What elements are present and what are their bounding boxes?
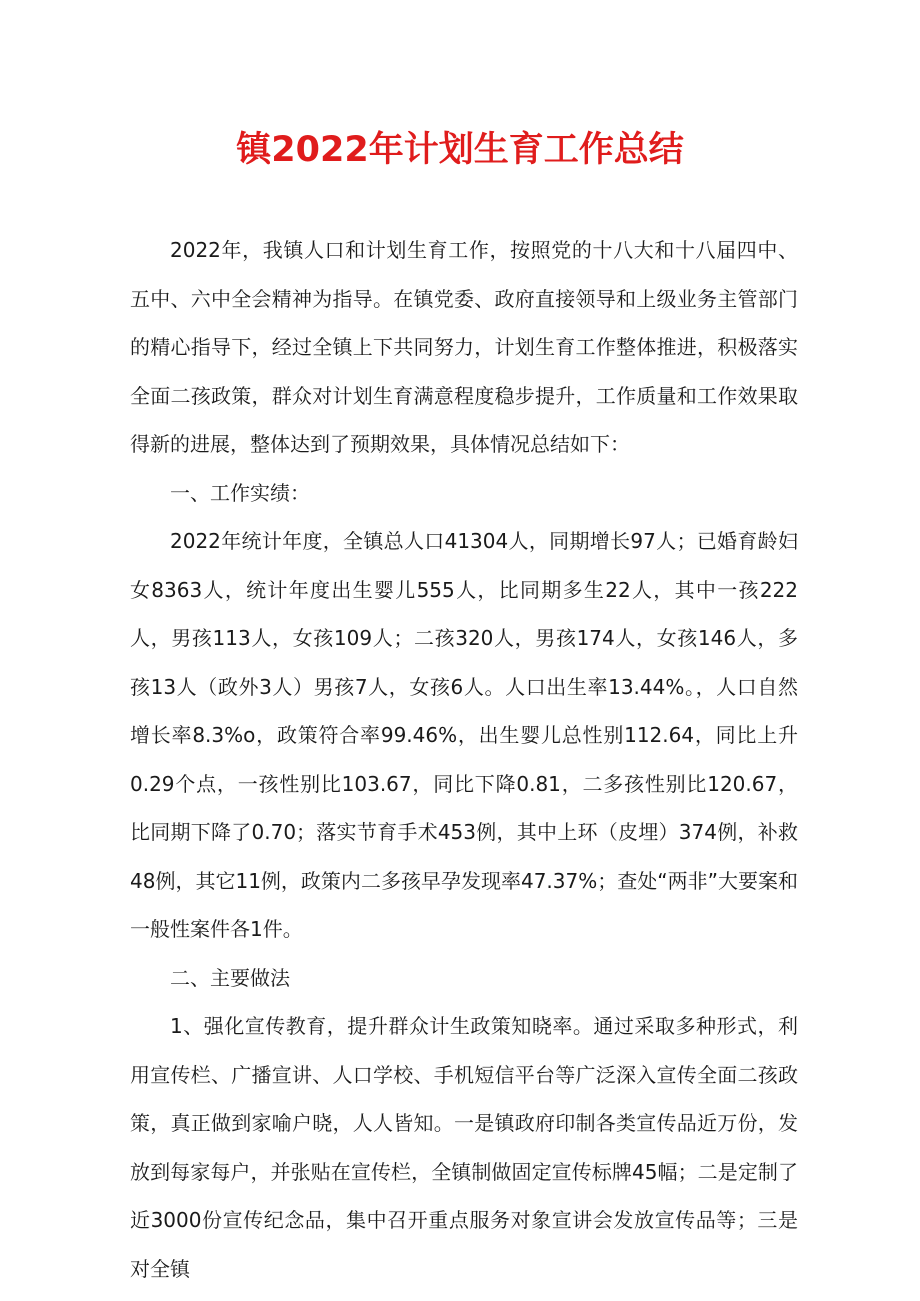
document-body	[130, 226, 798, 1293]
section-heading-methods: 二、主要做法	[170, 965, 290, 990]
intro-paragraph: 2022年，我镇人口和计划生育工作，按照党的十八大和十八届四中、五中、六中全会精神为指导。在镇党委、政府直接领导和上级业务主管部门的精心指导下，经过全镇上下共同努力，计划生育工作整体推进，积极落实全面二孩政策，群众对计划生育满意程度稳步提升，工作质量和工作效果取得新的进展，整体达到了预期效果，具体情况总结如下：	[130, 238, 798, 456]
document-title: 镇2022年计划生育工作总结	[236, 130, 684, 170]
publicity-paragraph: 1、强化宣传教育，提升群众计生政策知晓率。通过采取多种形式，利用宣传栏、广播宣讲、人口学校、手机短信平台等广泛深入宣传全面二孩政策，真正做到家喻户晓，人人皆知。一是镇政府印制各类宣传品近万份，发放到每家每户，并张贴在宣传栏，全镇制做固定宣传标牌45幅；二是定制了近3000份宣传纪念品，集中召开重点服务对象宣讲会发放宣传品等；三是对全镇	[130, 1014, 798, 1281]
section-heading-achievements: 一、工作实绩：	[170, 480, 310, 505]
statistics-paragraph: 2022年统计年度，全镇总人口41304人，同期增长97人；已婚育龄妇女8363人，统计年度出生婴儿555人，比同期多生22人，其中一孩222人，男孩113人，女孩109人；二孩320人，男孩174人，女孩146人，多孩13人（政外3人）男孩7人，女孩6人。人口出生率13.44%。，人口自然增长率8.3%o，政策符合率99.46%，出生婴儿总性别112.64，同比上升0.29个点，一孩性别比103.67，同比下降0.81，二多孩性别比120.67，比同期下降了0.70；落实节育手术453例，其中上环（皮埋）374例，补救48例，其它11例，政策内二多孩早孕发现率47.37%；查处“两非”大要案和一般性案件各1件。	[130, 529, 798, 941]
